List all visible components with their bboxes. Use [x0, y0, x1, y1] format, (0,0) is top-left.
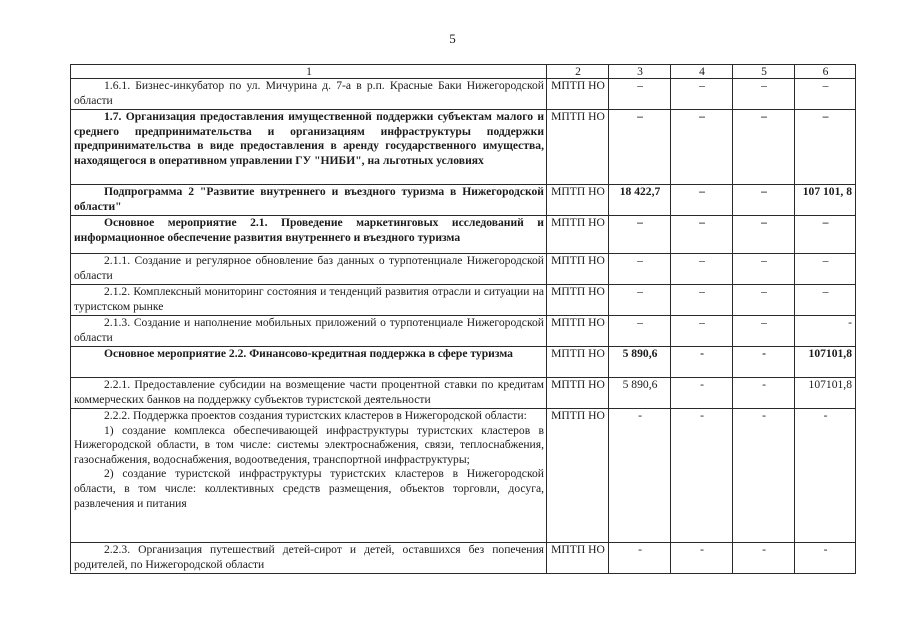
value-cell: –	[609, 79, 671, 110]
value-cell: -	[671, 543, 733, 574]
value-cell: –	[733, 216, 795, 254]
value-cell: -	[671, 409, 733, 543]
value-cell: –	[795, 254, 856, 285]
activity-text: 1.6.1. Бизнес-инкубатор по ул. Мичурина д. 7-а в р.п. Красные Баки Нижегородской области	[74, 79, 544, 107]
executor-cell: МПТП НО	[547, 285, 609, 316]
activity-description	[71, 316, 547, 347]
column-number-row	[71, 65, 856, 79]
value-cell: -	[795, 316, 856, 347]
value-cell: 107 101, 8	[795, 185, 856, 216]
value-cell: –	[733, 79, 795, 110]
value-cell: -	[671, 378, 733, 409]
table-row	[71, 216, 856, 254]
column-number: 5	[733, 65, 795, 79]
value-cell: –	[609, 216, 671, 254]
executor-cell: МПТП НО	[547, 185, 609, 216]
activity-description	[71, 409, 547, 543]
activity-text: 2.1.1. Создание и регулярное обновление баз данных о турпотенциале Нижегородской области	[74, 254, 544, 282]
table-row	[71, 347, 856, 378]
activity-description	[71, 378, 547, 409]
value-cell: –	[795, 110, 856, 185]
value-cell: –	[671, 316, 733, 347]
activity-description	[71, 79, 547, 110]
executor-cell: МПТП НО	[547, 216, 609, 254]
value-cell: 18 422,7	[609, 185, 671, 216]
value-cell: 107101,8	[795, 378, 856, 409]
table-row	[71, 409, 856, 543]
activity-text: Основное мероприятие 2.2. Финансово-кредитная поддержка в сфере туризма	[104, 347, 513, 360]
value-cell: -	[733, 378, 795, 409]
activity-description	[71, 216, 547, 254]
table-row	[71, 110, 856, 185]
column-number: 1	[71, 65, 547, 79]
activity-description	[71, 347, 547, 378]
value-cell: –	[609, 110, 671, 185]
value-cell: –	[609, 285, 671, 316]
table-row	[71, 285, 856, 316]
table-row	[71, 543, 856, 574]
value-cell: –	[609, 254, 671, 285]
value-cell: –	[795, 79, 856, 110]
executor-cell: МПТП НО	[547, 347, 609, 378]
executor-cell: МПТП НО	[547, 79, 609, 110]
value-cell: –	[795, 285, 856, 316]
value-cell: –	[733, 285, 795, 316]
value-cell: -	[671, 347, 733, 378]
activity-description	[71, 110, 547, 185]
activity-description	[71, 285, 547, 316]
column-number: 3	[609, 65, 671, 79]
value-cell: -	[733, 543, 795, 574]
executor-cell: МПТП НО	[547, 543, 609, 574]
activity-text: 1) создание комплекса обеспечивающей инфраструктуры туристских кластеров в Нижегородской области, в том числе: системы электроснабжения, связи, теплоснабжения, газоснабжения, водоснабжения, водоотведения, транспортной инфраструктуры;	[74, 423, 544, 466]
value-cell: –	[733, 316, 795, 347]
table-row	[71, 79, 856, 110]
value-cell: -	[733, 409, 795, 543]
table-row	[71, 378, 856, 409]
value-cell: –	[671, 285, 733, 316]
activity-text: 2.2.1. Предоставление субсидии на возмещение части процентной ставки по кредитам коммерческих банков на поддержку субъектов туристской деятельности	[74, 378, 544, 406]
value-cell: -	[795, 543, 856, 574]
activity-text: 2.1.2. Комплексный мониторинг состояния и тенденций развития отрасли и ситуации на туристском рынке	[74, 285, 544, 313]
column-number: 2	[547, 65, 609, 79]
table-body	[71, 65, 856, 574]
activity-description	[71, 543, 547, 574]
value-cell: 107101,8	[795, 347, 856, 378]
executor-cell: МПТП НО	[547, 254, 609, 285]
program-table	[70, 64, 856, 574]
executor-cell: МПТП НО	[547, 110, 609, 185]
value-cell: 5 890,6	[609, 378, 671, 409]
value-cell: –	[795, 216, 856, 254]
activity-text: 2.2.2. Поддержка проектов создания туристских кластеров в Нижегородской области:	[104, 409, 527, 422]
column-number: 6	[795, 65, 856, 79]
value-cell: –	[671, 254, 733, 285]
value-cell: -	[609, 409, 671, 543]
executor-cell: МПТП НО	[547, 316, 609, 347]
executor-cell: МПТП НО	[547, 409, 609, 543]
activity-text: 1.7. Организация предоставления имущественной поддержки субъектам малого и среднего предпринимательства и организациям инфраструктуры поддержки предпринимательства в виде предоставления в аренду государственного имущества, находящегося в оперативном управлении ГУ "НИБИ", на льготных условиях	[74, 110, 544, 167]
table-row	[71, 254, 856, 285]
value-cell: –	[609, 316, 671, 347]
value-cell: –	[671, 110, 733, 185]
table-row	[71, 316, 856, 347]
activity-description	[71, 254, 547, 285]
value-cell: 5 890,6	[609, 347, 671, 378]
value-cell: -	[795, 409, 856, 543]
activity-text: 2.1.3. Создание и наполнение мобильных приложений о турпотенциале Нижегородской области	[74, 316, 544, 344]
table-row	[71, 185, 856, 216]
value-cell: –	[671, 216, 733, 254]
value-cell: –	[671, 185, 733, 216]
activity-text: Основное мероприятие 2.1. Проведение маркетинговых исследований и информационное обеспечение развития внутреннего и въездного туризма	[74, 216, 544, 244]
executor-cell: МПТП НО	[547, 378, 609, 409]
activity-text: 2) создание туристской инфраструктуры туристских кластеров в Нижегородской области, в том числе: коллективных средств размещения, объектов торговли, досуга, развлечения и питания	[74, 467, 544, 510]
value-cell: –	[733, 254, 795, 285]
value-cell: -	[609, 543, 671, 574]
value-cell: –	[733, 185, 795, 216]
activity-text: Подпрограмма 2 "Развитие внутреннего и въездного туризма в Нижегородской области"	[74, 185, 544, 213]
page-number: 5	[449, 31, 456, 46]
value-cell: –	[733, 110, 795, 185]
column-number: 4	[671, 65, 733, 79]
activity-description	[71, 185, 547, 216]
value-cell: –	[671, 79, 733, 110]
activity-text: 2.2.3. Организация путешествий детей-сирот и детей, оставшихся без попечения родителей, по Нижегородской области	[74, 543, 544, 571]
value-cell: -	[733, 347, 795, 378]
